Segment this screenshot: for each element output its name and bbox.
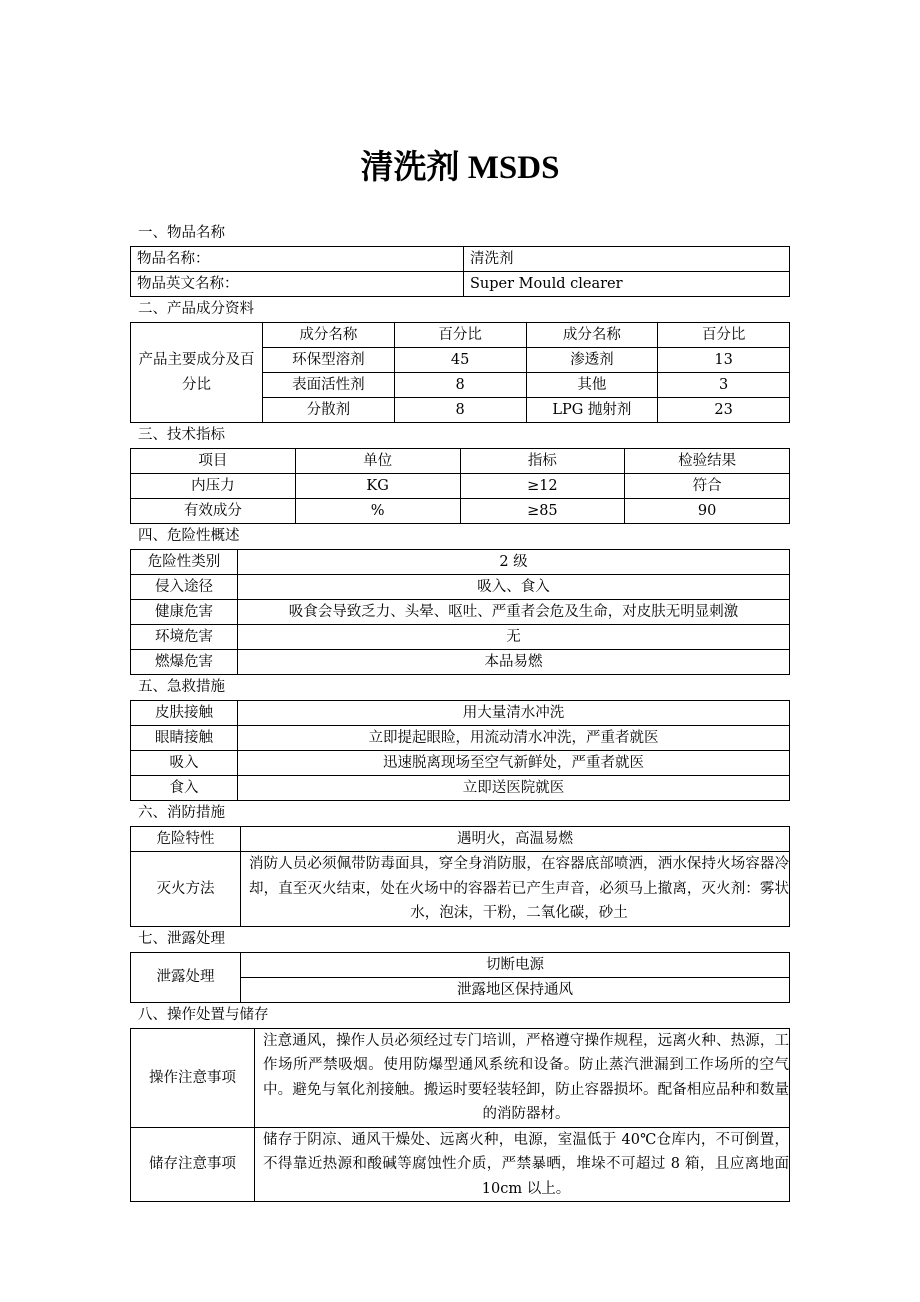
header-cell: 单位 <box>295 449 460 474</box>
cell: 13 <box>658 348 790 373</box>
section-heading-tech-specs: 三、技术指标 <box>138 427 225 443</box>
cell: % <box>295 499 460 524</box>
label-cell: 侵入途径 <box>131 575 238 600</box>
table-row <box>131 751 790 776</box>
document-title: 清洗剂 MSDS <box>360 150 560 186</box>
table-row <box>131 1028 790 1127</box>
value-cell: 泄露地区保持通风 <box>241 977 790 1002</box>
fire-fighting-table <box>130 826 790 927</box>
header-cell: 百分比 <box>658 323 790 348</box>
cell: 8 <box>394 398 526 423</box>
table-row <box>131 650 790 675</box>
cell: 环保型溶剂 <box>263 348 395 373</box>
label-cell: 储存注意事项 <box>131 1127 255 1202</box>
value-cell: 储存于阴凉、通风干燥处、远离火种，电源，室温低于 40℃仓库内，不可倒置，不得靠近热源和酸碱等腐蚀性介质，严禁暴晒，堆垛不可超过 8 箱，且应离地面 10cm 以上。 <box>255 1127 790 1202</box>
table-header-row <box>131 323 790 348</box>
cell: 90 <box>625 499 790 524</box>
label-cell: 物品名称： <box>131 247 464 272</box>
cell: 8 <box>394 373 526 398</box>
section-heading-spill: 七、泄露处理 <box>138 930 225 947</box>
table-row <box>131 701 790 726</box>
msds-document <box>130 0 790 1202</box>
header-cell: 项目 <box>131 449 296 474</box>
cell: 内压力 <box>131 474 296 499</box>
value-cell: 迅速脱离现场至空气新鲜处，严重者就医 <box>238 751 790 776</box>
value-cell: 吸入、食入 <box>238 575 790 600</box>
cell: 3 <box>658 373 790 398</box>
cell: KG <box>295 474 460 499</box>
title-block <box>130 0 790 221</box>
table-row <box>131 625 790 650</box>
cell: 分散剂 <box>263 398 395 423</box>
product-name-table <box>130 246 790 297</box>
label-cell: 健康危害 <box>131 600 238 625</box>
table-row <box>131 776 790 801</box>
value-cell: 立即提起眼睑，用流动清水冲洗，严重者就医 <box>238 726 790 751</box>
handling-storage-table <box>130 1028 790 1203</box>
cell: ≥85 <box>460 499 625 524</box>
tech-specs-table <box>130 448 790 524</box>
cell: 23 <box>658 398 790 423</box>
hazards-table <box>130 549 790 675</box>
header-cell: 检验结果 <box>625 449 790 474</box>
section-heading-first-aid: 五、急救措施 <box>138 679 225 695</box>
value-cell: 注意通风，操作人员必须经过专门培训，严格遵守操作规程，远离火种、热源，工作场所严禁吸烟。使用防爆型通风系统和设备。防止蒸汽泄漏到工作场所的空气中。避免与氧化剂接触。搬运时要轻装轻卸，防止容器损坏。配备相应品种和数量的消防器材。 <box>255 1028 790 1127</box>
label-cell: 操作注意事项 <box>131 1028 255 1127</box>
label-cell: 危险特性 <box>131 827 241 852</box>
value-cell: 消防人员必须佩带防毒面具，穿全身消防服，在容器底部喷洒，洒水保持火场容器冷却，直至灭火结束，处在火场中的容器若已产生声音，必须马上撤离，灭火剂：雾状水，泡沫，干粉，二氧化碳，砂土 <box>241 852 790 927</box>
cell: 表面活性剂 <box>263 373 395 398</box>
header-cell: 指标 <box>460 449 625 474</box>
table-row <box>131 499 790 524</box>
section-heading-fire-fighting: 六、消防措施 <box>138 805 225 821</box>
cell: 有效成分 <box>131 499 296 524</box>
table-row <box>131 952 790 977</box>
label-cell: 食入 <box>131 776 238 801</box>
cell: 其他 <box>526 373 658 398</box>
label-cell: 泄露处理 <box>131 952 241 1002</box>
table-row <box>131 1127 790 1202</box>
label-cell: 燃爆危害 <box>131 650 238 675</box>
value-cell: 切断电源 <box>241 952 790 977</box>
table-row <box>131 600 790 625</box>
table-row <box>131 272 790 297</box>
cell: LPG 抛射剂 <box>526 398 658 423</box>
table-row <box>131 550 790 575</box>
value-cell: 2 级 <box>238 550 790 575</box>
header-cell: 百分比 <box>394 323 526 348</box>
table-header-row <box>131 449 790 474</box>
label-cell: 眼睛接触 <box>131 726 238 751</box>
label-cell: 危险性类别 <box>131 550 238 575</box>
label-cell: 环境危害 <box>131 625 238 650</box>
value-cell: 遇明火，高温易燃 <box>241 827 790 852</box>
spill-table <box>130 952 790 1003</box>
label-cell: 吸入 <box>131 751 238 776</box>
value-cell: 立即送医院就医 <box>238 776 790 801</box>
value-cell: 无 <box>238 625 790 650</box>
cell: 渗透剂 <box>526 348 658 373</box>
section-heading-product-name: 一、物品名称 <box>138 225 225 241</box>
table-row <box>131 247 790 272</box>
cell: 45 <box>394 348 526 373</box>
value-cell: 用大量清水冲洗 <box>238 701 790 726</box>
composition-table <box>130 322 790 423</box>
label-cell: 物品英文名称： <box>131 272 464 297</box>
label-cell: 灭火方法 <box>131 852 241 927</box>
table-row <box>131 852 790 927</box>
table-row <box>131 575 790 600</box>
header-cell: 成分名称 <box>526 323 658 348</box>
header-cell: 成分名称 <box>263 323 395 348</box>
cell: 符合 <box>625 474 790 499</box>
section-heading-composition: 二、产品成分资料 <box>138 301 254 317</box>
first-aid-table <box>130 700 790 801</box>
value-cell: 吸食会导致乏力、头晕、呕吐、严重者会危及生命，对皮肤无明显刺激 <box>238 600 790 625</box>
label-cell: 皮肤接触 <box>131 701 238 726</box>
section-heading-hazards: 四、危险性概述 <box>138 528 240 544</box>
section-heading-handling-storage: 八、操作处置与储存 <box>138 1006 269 1023</box>
table-row <box>131 827 790 852</box>
value-cell: Super Mould clearer <box>464 272 790 297</box>
value-cell: 清洗剂 <box>464 247 790 272</box>
cell: ≥12 <box>460 474 625 499</box>
table-row <box>131 474 790 499</box>
composition-row-label: 产品主要成分及百分比 <box>131 323 263 423</box>
value-cell: 本品易燃 <box>238 650 790 675</box>
table-row <box>131 726 790 751</box>
